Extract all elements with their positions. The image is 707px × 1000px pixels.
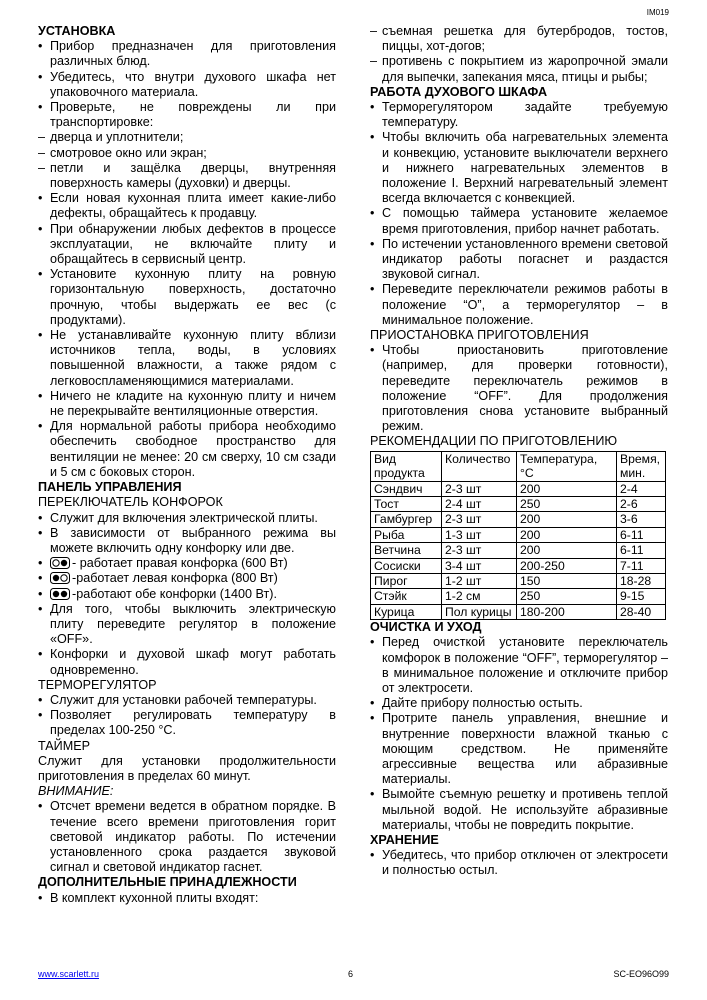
table-cell: Пирог bbox=[371, 573, 442, 588]
recommendations-title: РЕКОМЕНДАЦИИ ПО ПРИГОТОВЛЕНИЮ bbox=[370, 434, 618, 449]
table-cell: 1-2 шт bbox=[442, 573, 517, 588]
list-item bbox=[38, 587, 336, 602]
pause-list bbox=[370, 343, 668, 434]
table-cell: 2-3 шт bbox=[442, 481, 517, 496]
model-number: SC-EO96O99 bbox=[613, 969, 669, 979]
table-cell: 250 bbox=[517, 589, 617, 604]
list-item: • Проверьте, не повреждены ли при транспортировке: bbox=[38, 100, 336, 130]
thermo-title: ТЕРМОРЕГУЛЯТОР bbox=[38, 677, 157, 692]
table-row bbox=[371, 496, 666, 511]
table-cell: 1-2 см bbox=[442, 589, 517, 604]
list-item: • По истечении установленного времени световой индикатор работы погаснет и раздастся звуковой сигнал. bbox=[370, 237, 668, 283]
oven-title: РАБОТА ДУХОВОГО ШКАФА bbox=[370, 84, 548, 99]
accessory-item: – противень с покрытием из жаропрочной эмали для выпечки, запекания мяса, птицы и рыбы; bbox=[370, 54, 668, 84]
list-item: • Чтобы приостановить приготовление (например, для проверки готовности), переведите переключатель режимов в положение “OFF”. Для продолжения приготовления снова установите выбранный режим. bbox=[370, 343, 668, 434]
header-cell: Температура, °С bbox=[517, 451, 617, 481]
table-cell: Пол курицы bbox=[442, 604, 517, 619]
table-cell: Ветчина bbox=[371, 543, 442, 558]
list-item: • Протрите панель управления, внешние и внутренние поверхности влажной тканью с моющим средством. Не применяйте агрессивные вещества или абразивные материалы. bbox=[370, 711, 668, 787]
left-burner-icon bbox=[50, 572, 70, 584]
burner-list bbox=[38, 511, 336, 678]
list-item: • Если новая кухонная плита имеет какие-либо дефекты, обращайтесь к продавцу. bbox=[38, 191, 336, 221]
table-cell: 200 bbox=[517, 527, 617, 542]
table-cell: 200 bbox=[517, 481, 617, 496]
table-row bbox=[371, 589, 666, 604]
list-item: • С помощью таймера установите желаемое время приготовления, прибор начнет работать. bbox=[370, 206, 668, 236]
table-row bbox=[371, 604, 666, 619]
list-item: • Не устанавливайте кухонную плиту вблизи источников тепла, воды, в условиях повышенной влажности, а также рядом с легковоспламеняющимися материалами. bbox=[38, 328, 336, 389]
list-item: • В комплект кухонной плиты входят: bbox=[38, 891, 336, 906]
timer-title: ТАЙМЕР bbox=[38, 738, 91, 753]
storage-title: ХРАНЕНИЕ bbox=[370, 833, 439, 847]
table-cell: 2-6 bbox=[617, 496, 666, 511]
list-item: • Ничего не кладите на кухонную плиту и ничем не перекрывайте вентиляционные отверстия. bbox=[38, 389, 336, 419]
check-item: – дверца и уплотнители; bbox=[38, 130, 336, 145]
table-row bbox=[371, 512, 666, 527]
list-item: • Убедитесь, что внутри духового шкафа нет упаковочного материала. bbox=[38, 70, 336, 100]
pause-title: ПРИОСТАНОВКА ПРИГОТОВЛЕНИЯ bbox=[370, 328, 589, 343]
panel-title: ПАНЕЛЬ УПРАВЛЕНИЯ bbox=[38, 480, 182, 495]
right-burner-icon bbox=[50, 557, 70, 569]
list-item: • Переведите переключатели режимов работы в положение “O”, а терморегулятор – в минимальное положение. bbox=[370, 282, 668, 328]
burner-title: ПЕРЕКЛЮЧАТЕЛЬ КОНФОРОК bbox=[38, 495, 223, 510]
table-cell: 2-4 шт bbox=[442, 496, 517, 511]
list-item: • Прибор предназначен для приготовления различных блюд. bbox=[38, 39, 336, 69]
table-cell: Сэндвич bbox=[371, 481, 442, 496]
accessories-dash-list bbox=[370, 24, 668, 85]
table-cell: 250 bbox=[517, 496, 617, 511]
list-item: • В зависимости от выбранного режима вы можете включить одну конфорку или две. bbox=[38, 526, 336, 556]
table-row bbox=[371, 481, 666, 496]
thermo-list bbox=[38, 693, 336, 739]
header-cell: Количество bbox=[442, 451, 517, 481]
table-cell: 6-11 bbox=[617, 543, 666, 558]
table-cell: Гамбургер bbox=[371, 512, 442, 527]
table-cell: 200 bbox=[517, 543, 617, 558]
list-item: • Вымойте съемную решетку и противень теплой мыльной водой. Не используйте абразивные материалы, чтобы не повредить покрытие. bbox=[370, 787, 668, 833]
table-row bbox=[371, 573, 666, 588]
timer-list bbox=[38, 799, 336, 875]
table-row bbox=[371, 558, 666, 573]
timer-text: Служит для установки продолжительности приготовления в пределах 60 минут. bbox=[38, 753, 336, 783]
install-list-2 bbox=[38, 191, 336, 480]
burner-mode-label: -работает левая конфорка (800 Вт) bbox=[72, 571, 278, 586]
list-item: • Служит для установки рабочей температуры. bbox=[38, 693, 336, 708]
table-cell: 9-15 bbox=[617, 589, 666, 604]
table-cell: 3-4 шт bbox=[442, 558, 517, 573]
attention-label: ВНИМАНИЕ: bbox=[38, 784, 114, 799]
cleaning-list bbox=[370, 635, 668, 833]
table-cell: 18-28 bbox=[617, 573, 666, 588]
list-item: • Конфорки и духовой шкаф могут работать одновременно. bbox=[38, 647, 336, 677]
install-title: УСТАНОВКА bbox=[38, 24, 116, 38]
table-cell: 200-250 bbox=[517, 558, 617, 573]
accessories-title: ДОПОЛНИТЕЛЬНЫЕ ПРИНАДЛЕЖНОСТИ bbox=[38, 875, 297, 890]
table-cell: 28-40 bbox=[617, 604, 666, 619]
list-item: • Установите кухонную плиту на ровную горизонтальную поверхность, достаточно прочную, чтобы выдержать ее вес (с продуктами). bbox=[38, 267, 336, 328]
table-cell: 6-11 bbox=[617, 527, 666, 542]
list-item: • Для нормальной работы прибора необходимо обеспечить свободное пространство для вентиляции не менее: 20 см сверху, 10 см сзади и 5 см с боковых сторон. bbox=[38, 419, 336, 480]
right-column bbox=[370, 24, 668, 879]
table-cell: 2-3 шт bbox=[442, 543, 517, 558]
check-item: – смотровое окно или экран; bbox=[38, 146, 336, 161]
website-link[interactable]: www.scarlett.ru bbox=[38, 969, 100, 979]
list-item: • Служит для включения электрической плиты. bbox=[38, 511, 336, 526]
cleaning-title: ОЧИСТКА И УХОД bbox=[370, 620, 482, 635]
header-cell: Время, мин. bbox=[617, 451, 666, 481]
list-item: • Отсчет времени ведется в обратном порядке. В течение всего времени приготовления горит световой индикатор работы. По истечении установленного срока раздается звуковой сигнал и световой индикатор гаснет. bbox=[38, 799, 336, 875]
table-cell: Курица bbox=[371, 604, 442, 619]
recommendations-table bbox=[370, 451, 666, 620]
list-item bbox=[38, 556, 336, 571]
list-item: • Дайте прибору полностью остыть. bbox=[370, 696, 668, 711]
table-cell: 180-200 bbox=[517, 604, 617, 619]
oven-list bbox=[370, 100, 668, 328]
table-cell: Тост bbox=[371, 496, 442, 511]
document-code: IM019 bbox=[646, 8, 669, 17]
left-column bbox=[38, 24, 336, 906]
storage-list bbox=[370, 848, 668, 878]
accessories-list bbox=[38, 891, 336, 906]
burner-mode-label: - работает правая конфорка (600 Вт) bbox=[72, 556, 288, 571]
list-item bbox=[38, 571, 336, 586]
page-number: 6 bbox=[348, 969, 354, 979]
list-item: • Убедитесь, что прибор отключен от электросети и полностью остыл. bbox=[370, 848, 668, 878]
list-item: • Для того, чтобы выключить электрическую плиту переведите регулятор в положение «OFF». bbox=[38, 602, 336, 648]
install-list bbox=[38, 39, 336, 130]
table-row bbox=[371, 543, 666, 558]
burner-mode-label: -работают обе конфорки (1400 Вт). bbox=[72, 586, 277, 601]
table-cell: Рыба bbox=[371, 527, 442, 542]
both-burners-icon bbox=[50, 588, 70, 600]
table-cell: Стэйк bbox=[371, 589, 442, 604]
table-cell: 7-11 bbox=[617, 558, 666, 573]
table-cell: 200 bbox=[517, 512, 617, 527]
list-item: • При обнаружении любых дефектов в процессе эксплуатации, не включайте плиту и обращайтесь в сервисный центр. bbox=[38, 222, 336, 268]
table-cell: 1-3 шт bbox=[442, 527, 517, 542]
table-cell: 150 bbox=[517, 573, 617, 588]
check-list bbox=[38, 130, 336, 191]
accessory-item: – съемная решетка для бутербродов, тостов, пиццы, хот-догов; bbox=[370, 24, 668, 54]
list-item: • Терморегулятором задайте требуемую температуру. bbox=[370, 100, 668, 130]
list-item: • Перед очисткой установите переключатель комфорок в положение “OFF”, терморегулятор – в минимальное положение и отключите прибор от электросети. bbox=[370, 635, 668, 696]
list-item: • Позволяет регулировать температуру в пределах 100-250 °С. bbox=[38, 708, 336, 738]
table-cell: 2-3 шт bbox=[442, 512, 517, 527]
list-item: • Чтобы включить оба нагревательных элемента и конвекцию, установите выключатели верхнего и нижнего нагревательных элементов в положение I. Верхний нагревательный элемент всегда включается с конвекцией. bbox=[370, 130, 668, 206]
table-cell: 2-4 bbox=[617, 481, 666, 496]
table-cell: 3-6 bbox=[617, 512, 666, 527]
check-item: – петли и защёлка дверцы, внутренняя поверхность камеры (духовки) и дверцы. bbox=[38, 161, 336, 191]
table-cell: Сосиски bbox=[371, 558, 442, 573]
header-cell: Вид продукта bbox=[371, 451, 442, 481]
table-row bbox=[371, 527, 666, 542]
table-header-row bbox=[371, 451, 666, 481]
